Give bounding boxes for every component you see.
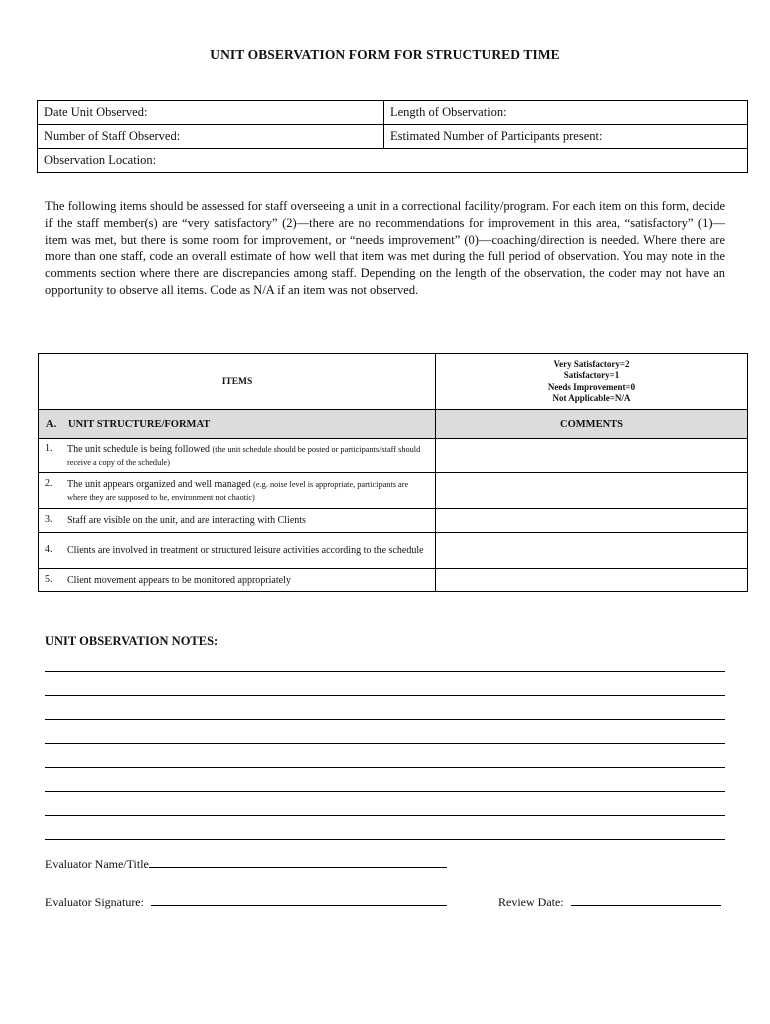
notes-line[interactable] [45,839,725,840]
form-title: UNIT OBSERVATION FORM FOR STRUCTURED TIME [210,47,560,62]
comment-cell[interactable] [436,439,748,473]
item-number: 4. [45,544,53,555]
section-title: UNIT STRUCTURE/FORMAT [68,418,211,430]
scale-needs-improvement: Needs Improvement=0 [547,381,636,392]
item-number: 5. [45,573,53,585]
items-table [38,353,748,592]
notes-title: UNIT OBSERVATION NOTES: [45,634,219,648]
item-text: Client movement appears to be monitored appropriately [67,574,291,586]
review-date-label: Review Date: [498,895,564,909]
instructions-paragraph: The following items should be assessed for staff overseeing a unit in a correctional facility/program. For each item on this form, decide if the staff member(s) are “very satisfactory” (2)—there are no recommendations for improvement in this area, “satisfactory” (1)— item was met, but there is some room for improvement, or “needs improvement” (0)—coaching/direction is needed. Where there are more than one staff, code an overall estimate of how well that item was met during the full period of observation. You may note in the comments section where there are discrepancies among staff. Depending on the length of the observation, the coder may not have an opportunity to observe all items. Code as N/A if an item was not observed. [45,199,725,297]
notes-line[interactable] [45,671,725,672]
table-row [39,569,748,592]
evaluator-name-label: Evaluator Name/Title [45,857,149,871]
observation-location-field[interactable]: Observation Location: [38,149,748,173]
review-date-row [498,894,721,910]
notes-line[interactable] [45,719,725,720]
scale-very-satisfactory: Very Satisfactory=2 [553,358,630,369]
item-note: (e.g. noise level is appropriate, participants are where they are supposed to be, environment not chaotic) [67,479,409,502]
table-row [39,533,748,569]
notes-line[interactable] [45,695,725,696]
table-row [39,439,748,473]
notes-line[interactable] [45,815,725,816]
rating-scale-legend [436,354,748,410]
observation-info-table [37,100,748,173]
comment-cell[interactable] [436,473,748,509]
item-text: Staff are visible on the unit, and are interacting with Clients [67,515,306,526]
comment-cell[interactable] [436,569,748,592]
item-text: Clients are involved in treatment or structured leisure activities according to the schedule [67,545,424,556]
notes-line[interactable] [45,791,725,792]
items-header: ITEMS [39,354,436,410]
date-unit-observed-field[interactable]: Date Unit Observed: [38,101,384,125]
evaluator-signature-field[interactable] [151,894,447,906]
item-number: 2. [45,477,53,489]
length-of-observation-field[interactable]: Length of Observation: [384,101,748,125]
item-text: The unit schedule is being followed [67,443,211,455]
item-number: 1. [45,442,53,454]
item-number: 3. [45,514,53,525]
evaluator-name-field[interactable] [149,856,447,868]
review-date-field[interactable] [571,894,721,906]
number-of-staff-field[interactable]: Number of Staff Observed: [38,125,384,149]
table-row [39,473,748,509]
item-text: The unit appears organized and well managed [67,478,251,490]
section-a-header [39,410,436,439]
scale-not-applicable: Not Applicable=N/A [552,393,631,403]
evaluator-name-row [45,856,447,872]
notes-line[interactable] [45,743,725,744]
comment-cell[interactable] [436,509,748,533]
item-note: (the unit schedule should be posted or participants/staff should receive a copy of the schedule) [67,444,421,467]
evaluator-signature-label: Evaluator Signature: [45,895,144,909]
notes-line[interactable] [45,767,725,768]
comment-cell[interactable] [436,533,748,569]
scale-satisfactory: Satisfactory=1 [563,370,620,380]
estimated-participants-field[interactable]: Estimated Number of Participants present: [384,125,748,149]
table-row [39,509,748,533]
section-letter: A. [46,418,57,430]
evaluator-signature-row [45,894,447,910]
comments-header: COMMENTS [436,410,748,439]
